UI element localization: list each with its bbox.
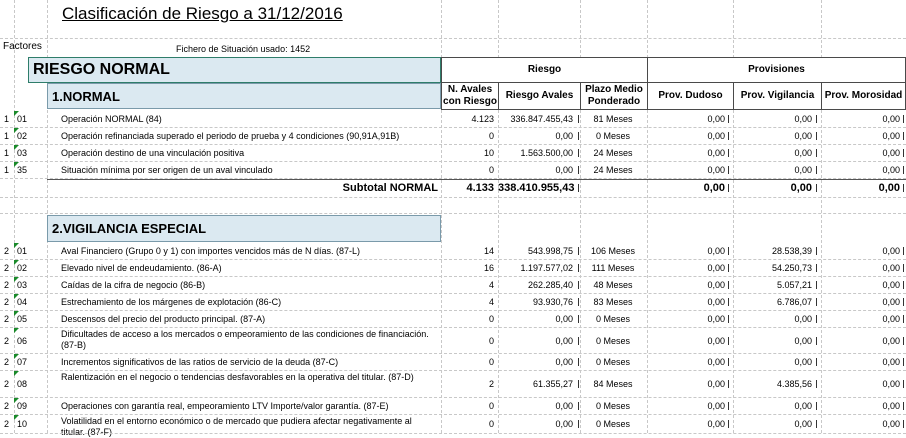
- subtotal-dudoso[interactable]: 0,00: [703, 182, 725, 194]
- cell-marker: [816, 337, 817, 345]
- header-riesgo: Riesgo: [441, 57, 648, 83]
- cell-marker: [903, 402, 904, 410]
- cell-morosidad[interactable]: 0,00: [882, 357, 900, 367]
- cell-marker: [578, 166, 579, 174]
- row-description: Volatilidad en el entorno económico o de mercado que pudiera afectar negativamente al titular. (87-F): [61, 416, 412, 437]
- cell-marker: [578, 315, 579, 323]
- cell-plazo[interactable]: 0 Meses: [595, 419, 630, 429]
- cell-marker: [578, 247, 579, 255]
- row-code: 35: [17, 165, 28, 175]
- cell-avales[interactable]: 16: [483, 263, 494, 273]
- header-plazo-line1: Plazo Medio: [585, 84, 643, 95]
- cell-marker: [728, 315, 729, 323]
- cell-marker: [903, 281, 904, 289]
- cell-dudoso[interactable]: 0,00: [707, 314, 725, 324]
- cell-marker: [903, 358, 904, 366]
- row-code: 08: [17, 379, 28, 389]
- cell-morosidad[interactable]: 0,00: [882, 246, 900, 256]
- cell-marker: [903, 149, 904, 157]
- grid-line: [0, 213, 906, 214]
- cell-vigilancia[interactable]: 0,00: [794, 148, 812, 158]
- cell-plazo[interactable]: 111 Meses: [591, 263, 635, 273]
- row-code: 09: [17, 401, 28, 411]
- cell-marker: [578, 264, 579, 272]
- band-riesgo-normal[interactable]: RIESGO NORMAL: [28, 57, 441, 83]
- cell-marker: [903, 166, 904, 174]
- row-code: 03: [17, 148, 28, 158]
- row-level: 1: [4, 114, 10, 124]
- grid-line: [0, 178, 906, 179]
- cell-marker: [728, 402, 729, 410]
- cell-marker: [816, 166, 817, 174]
- table-row[interactable]: [0, 294, 906, 310]
- cell-avales[interactable]: 0: [488, 357, 494, 367]
- table-row[interactable]: [0, 354, 906, 370]
- cell-marker: [578, 281, 579, 289]
- cell-riesgo[interactable]: 262.285,40: [527, 280, 573, 290]
- table-row[interactable]: [0, 111, 906, 127]
- cell-dudoso[interactable]: 0,00: [707, 357, 725, 367]
- cell-marker: [578, 132, 579, 140]
- cell-marker: [816, 115, 817, 123]
- cell-marker: [578, 358, 579, 366]
- cell-plazo[interactable]: 48 Meses: [593, 280, 633, 290]
- row-level: 2: [4, 336, 10, 346]
- table-row[interactable]: [0, 145, 906, 161]
- cell-marker: [578, 380, 579, 388]
- cell-avales[interactable]: 0: [488, 336, 494, 346]
- row-level: 1: [4, 165, 10, 175]
- table-row[interactable]: [0, 371, 906, 397]
- row-level: 2: [4, 246, 10, 256]
- subtotal-separator: [47, 179, 906, 180]
- cell-marker: [816, 132, 817, 140]
- cell-marker: [578, 184, 579, 192]
- cell-dudoso[interactable]: 0,00: [707, 131, 725, 141]
- cell-marker: [728, 281, 729, 289]
- table-row[interactable]: [0, 260, 906, 276]
- cell-vigilancia[interactable]: 28.538,39: [771, 246, 812, 256]
- cell-riesgo[interactable]: 0,00: [555, 165, 573, 175]
- cell-vigilancia[interactable]: 0,00: [794, 131, 812, 141]
- subtotal-riesgo[interactable]: 338.410.955,43: [498, 182, 575, 194]
- cell-marker: [903, 247, 904, 255]
- cell-marker: [578, 298, 579, 306]
- row-code: 01: [17, 114, 28, 124]
- cell-vigilancia[interactable]: 0,00: [794, 357, 812, 367]
- cell-avales[interactable]: 0: [488, 401, 494, 411]
- cell-avales[interactable]: 14: [483, 246, 494, 256]
- cell-marker: [816, 281, 817, 289]
- cell-marker: [728, 337, 729, 345]
- cell-morosidad[interactable]: 0,00: [882, 280, 900, 290]
- cell-avales[interactable]: 0: [488, 314, 494, 324]
- row-description: Elevado nivel de endeudamiento. (86-A): [61, 263, 222, 273]
- table-row[interactable]: [0, 128, 906, 144]
- cell-plazo[interactable]: 106 Meses: [590, 246, 636, 256]
- cell-riesgo[interactable]: 93.930,76: [532, 297, 573, 307]
- cell-marker: [816, 420, 817, 428]
- row-code: 04: [17, 297, 28, 307]
- cell-marker: [903, 132, 904, 140]
- row-level: 2: [4, 263, 10, 273]
- subtotal-morosidad[interactable]: 0,00: [878, 182, 900, 194]
- grid-line: [0, 433, 906, 434]
- cell-vigilancia[interactable]: 5.057,21: [776, 280, 812, 290]
- cell-morosidad[interactable]: 0,00: [882, 297, 900, 307]
- row-level: 2: [4, 314, 10, 324]
- cell-avales[interactable]: 4: [488, 297, 494, 307]
- header-plazo: [580, 82, 648, 110]
- row-code: 05: [17, 314, 28, 324]
- subtotal-vigilancia[interactable]: 0,00: [790, 182, 812, 194]
- row-code: 10: [17, 419, 28, 429]
- row-description: Incrementos significativos de las ratios de servicio de la deuda (87-C): [61, 357, 339, 367]
- cell-plazo[interactable]: 0 Meses: [595, 401, 630, 411]
- cell-morosidad[interactable]: 0,00: [882, 314, 900, 324]
- cell-marker: [903, 115, 904, 123]
- cell-dudoso[interactable]: 0,00: [707, 165, 725, 175]
- header-n-avales-line2: con Riesgo: [443, 96, 497, 107]
- header-n-avales-line1: N. Avales: [447, 84, 493, 95]
- cell-dudoso[interactable]: 0,00: [707, 148, 725, 158]
- cell-marker: [816, 264, 817, 272]
- cell-marker: [903, 420, 904, 428]
- row-code: 07: [17, 357, 28, 367]
- cell-vigilancia[interactable]: 0,00: [794, 165, 812, 175]
- cell-dudoso[interactable]: 0,00: [707, 336, 725, 346]
- cell-marker: [903, 337, 904, 345]
- comment-marker-icon: [14, 328, 19, 333]
- cell-avales[interactable]: 4: [488, 280, 494, 290]
- row-level: 2: [4, 401, 10, 411]
- cell-vigilancia[interactable]: 4.385,56: [776, 379, 812, 389]
- cell-dudoso[interactable]: 0,00: [707, 297, 725, 307]
- section-title-vigilancia[interactable]: 2.VIGILANCIA ESPECIAL: [47, 215, 441, 242]
- row-code: 06: [17, 336, 28, 346]
- cell-dudoso[interactable]: 0,00: [707, 401, 725, 411]
- cell-marker: [816, 402, 817, 410]
- cell-plazo[interactable]: 0 Meses: [595, 131, 630, 141]
- cell-vigilancia[interactable]: 0,00: [794, 314, 812, 324]
- cell-avales[interactable]: 4.123: [471, 114, 494, 124]
- cell-marker: [903, 315, 904, 323]
- row-description: Operación refinanciada superado el periodo de prueba y 4 condiciones (90,91A,91B): [61, 131, 400, 141]
- cell-vigilancia[interactable]: 6.786,07: [776, 297, 812, 307]
- cell-morosidad[interactable]: 0,00: [882, 419, 900, 429]
- cell-plazo[interactable]: 81 Meses: [593, 114, 633, 124]
- cell-riesgo[interactable]: 1.197.577,02: [520, 263, 573, 273]
- cell-marker: [728, 115, 729, 123]
- cell-marker: [578, 420, 579, 428]
- cell-dudoso[interactable]: 0,00: [707, 263, 725, 273]
- cell-marker: [816, 149, 817, 157]
- row-description: Aval Financiero (Grupo 0 y 1) con importes vencidos más de N días. (87-L): [61, 246, 360, 256]
- cell-riesgo[interactable]: 543.998,75: [527, 246, 573, 256]
- cell-plazo[interactable]: 0 Meses: [595, 357, 630, 367]
- cell-avales[interactable]: 0: [488, 419, 494, 429]
- cell-marker: [728, 420, 729, 428]
- cell-morosidad[interactable]: 0,00: [882, 336, 900, 346]
- table-row[interactable]: [0, 243, 906, 259]
- cell-dudoso[interactable]: 0,00: [707, 280, 725, 290]
- cell-marker: [728, 358, 729, 366]
- cell-riesgo[interactable]: 0,00: [555, 336, 573, 346]
- cell-morosidad[interactable]: 0,00: [882, 131, 900, 141]
- fichero-label: Fichero de Situación usado: 1452: [176, 44, 311, 54]
- cell-dudoso[interactable]: 0,00: [707, 114, 725, 124]
- subtotal-label: Subtotal NORMAL: [342, 182, 438, 194]
- row-description: Situación mínima por ser origen de un aval vinculado: [61, 165, 273, 175]
- cell-marker: [728, 380, 729, 388]
- cell-riesgo[interactable]: 336.847.455,43: [510, 114, 573, 124]
- cell-riesgo[interactable]: 0,00: [555, 314, 573, 324]
- table-row[interactable]: [0, 162, 906, 178]
- cell-morosidad[interactable]: 0,00: [882, 263, 900, 273]
- row-description: Operaciones con garantía real, empeoramiento LTV Importe/valor garantía. (87-E): [61, 401, 389, 411]
- cell-riesgo[interactable]: 0,00: [555, 401, 573, 411]
- cell-marker: [816, 358, 817, 366]
- header-prov-dudoso: Prov. Dudoso: [647, 82, 734, 110]
- cell-marker: [816, 380, 817, 388]
- row-level: 2: [4, 419, 10, 429]
- cell-marker: [816, 247, 817, 255]
- table-row[interactable]: [0, 311, 906, 327]
- cell-avales[interactable]: 2: [488, 379, 494, 389]
- cell-plazo[interactable]: 83 Meses: [593, 297, 633, 307]
- cell-avales[interactable]: 0: [488, 165, 494, 175]
- cell-vigilancia[interactable]: 0,00: [794, 114, 812, 124]
- grid-line: [0, 197, 906, 198]
- cell-marker: [903, 380, 904, 388]
- header-provisiones: Provisiones: [647, 57, 906, 83]
- row-description: Operación NORMAL (84): [61, 114, 162, 124]
- row-code: 01: [17, 246, 28, 256]
- cell-marker: [578, 115, 579, 123]
- cell-marker: [578, 337, 579, 345]
- cell-plazo[interactable]: 24 Meses: [593, 165, 633, 175]
- cell-riesgo[interactable]: 0,00: [555, 131, 573, 141]
- section-title-normal[interactable]: 1.NORMAL: [47, 83, 441, 109]
- row-code: 03: [17, 280, 28, 290]
- cell-marker: [903, 264, 904, 272]
- row-description: Descensos del precio del producto principal. (87-A): [61, 314, 266, 324]
- subtotal-avales[interactable]: 4.133: [466, 182, 494, 194]
- header-plazo-line2: Ponderado: [587, 96, 641, 107]
- row-description: Ralentización en el negocio o tendencias desfavorables en la operativa del titular. (87-D): [61, 372, 414, 382]
- row-code: 02: [17, 263, 28, 273]
- cell-plazo[interactable]: 0 Meses: [595, 336, 630, 346]
- cell-riesgo[interactable]: 61.355,27: [532, 379, 573, 389]
- grid-line: [0, 38, 906, 39]
- comment-marker-icon: [14, 371, 19, 376]
- table-row[interactable]: [0, 328, 906, 353]
- row-description: Caídas de la cifra de negocio (86-B): [61, 280, 206, 290]
- row-level: 1: [4, 131, 10, 141]
- header-prov-vigilancia: Prov. Vigilancia: [733, 82, 822, 110]
- factores-label: Factores: [3, 41, 42, 52]
- cell-marker: [903, 184, 904, 192]
- cell-marker: [728, 264, 729, 272]
- cell-marker: [816, 184, 817, 192]
- cell-marker: [578, 402, 579, 410]
- header-riesgo-avales: Riesgo Avales: [498, 82, 581, 110]
- cell-vigilancia[interactable]: 0,00: [794, 336, 812, 346]
- cell-dudoso[interactable]: 0,00: [707, 379, 725, 389]
- cell-marker: [728, 166, 729, 174]
- cell-morosidad[interactable]: 0,00: [882, 165, 900, 175]
- cell-plazo[interactable]: 24 Meses: [593, 148, 633, 158]
- cell-dudoso[interactable]: 0,00: [707, 246, 725, 256]
- cell-marker: [728, 132, 729, 140]
- row-level: 2: [4, 297, 10, 307]
- cell-plazo[interactable]: 84 Meses: [593, 379, 633, 389]
- row-description: Estrechamiento de los márgenes de explotación (86-C): [61, 297, 282, 307]
- cell-vigilancia[interactable]: 54.250,73: [771, 263, 812, 273]
- row-description: Operación destino de una vinculación positiva: [61, 148, 245, 158]
- row-description: Dificultades de acceso a los mercados o empeoramiento de las condiciones de financiación. (87-B): [61, 329, 429, 350]
- cell-vigilancia[interactable]: 0,00: [794, 401, 812, 411]
- cell-riesgo[interactable]: 1.563.500,00: [520, 148, 573, 158]
- cell-avales[interactable]: 0: [488, 131, 494, 141]
- row-level: 2: [4, 280, 10, 290]
- cell-morosidad[interactable]: 0,00: [882, 379, 900, 389]
- cell-marker: [578, 149, 579, 157]
- row-level: 1: [4, 148, 10, 158]
- cell-riesgo[interactable]: 0,00: [555, 419, 573, 429]
- cell-vigilancia[interactable]: 0,00: [794, 419, 812, 429]
- cell-morosidad[interactable]: 0,00: [882, 114, 900, 124]
- cell-marker: [728, 149, 729, 157]
- cell-marker: [816, 315, 817, 323]
- sheet-title: Clasificación de Riesgo a 31/12/2016: [62, 4, 343, 23]
- row-level: 2: [4, 357, 10, 367]
- table-row[interactable]: [0, 415, 906, 437]
- cell-marker: [728, 247, 729, 255]
- row-code: 02: [17, 131, 28, 141]
- table-row[interactable]: [0, 277, 906, 293]
- cell-morosidad[interactable]: 0,00: [882, 148, 900, 158]
- cell-marker: [903, 298, 904, 306]
- table-row[interactable]: [0, 398, 906, 414]
- cell-plazo[interactable]: 0 Meses: [595, 314, 630, 324]
- header-prov-morosidad: Prov. Morosidad: [821, 82, 906, 110]
- cell-morosidad[interactable]: 0,00: [882, 401, 900, 411]
- cell-dudoso[interactable]: 0,00: [707, 419, 725, 429]
- cell-riesgo[interactable]: 0,00: [555, 357, 573, 367]
- row-level: 2: [4, 379, 10, 389]
- cell-marker: [728, 184, 729, 192]
- cell-avales[interactable]: 10: [483, 148, 494, 158]
- cell-marker: [728, 298, 729, 306]
- header-n-avales: [441, 82, 499, 110]
- cell-marker: [816, 298, 817, 306]
